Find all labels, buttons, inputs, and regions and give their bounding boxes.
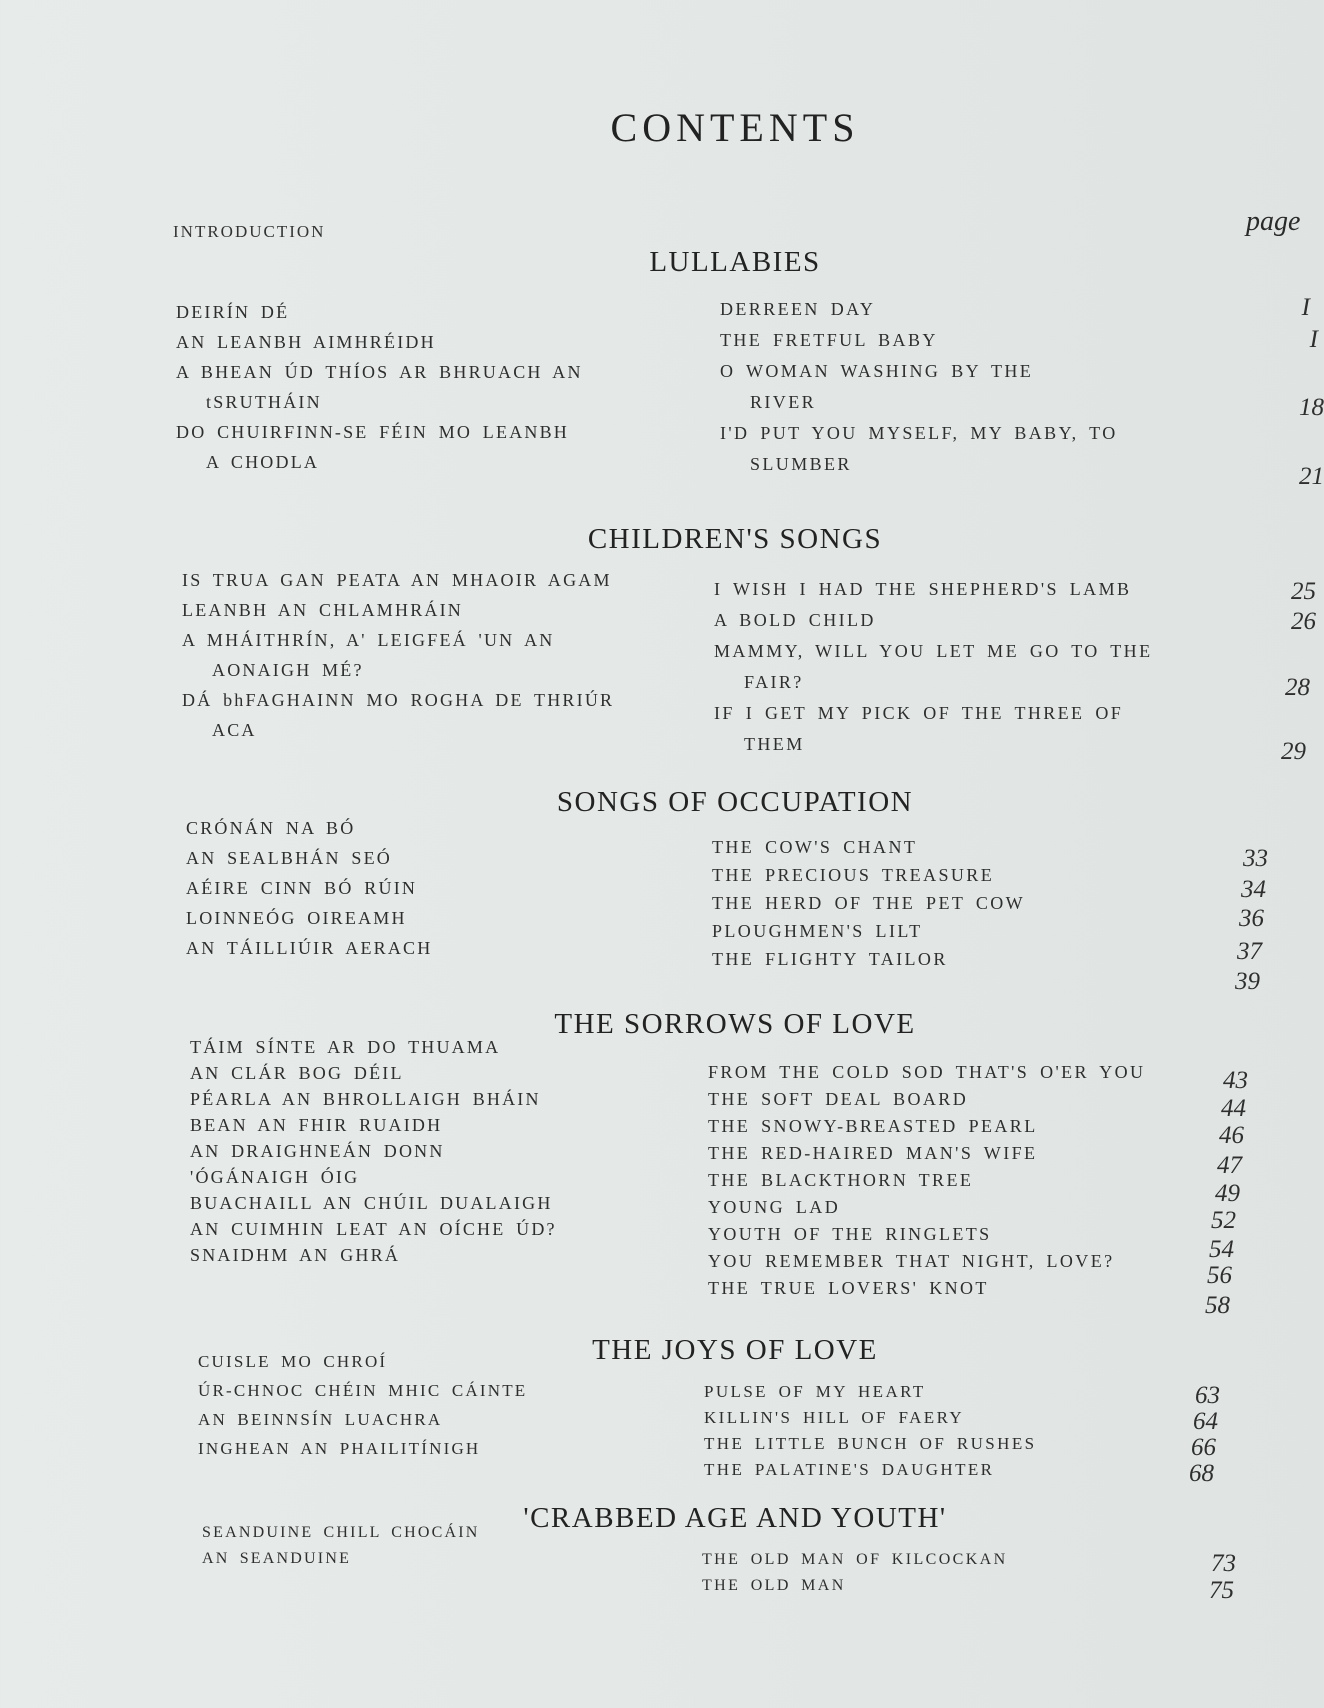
page-number: 39 bbox=[1235, 968, 1260, 995]
irish-title: TÁIM SÍNTE AR DO THUAMA bbox=[190, 1037, 501, 1057]
page-number: 34 bbox=[1241, 876, 1266, 903]
page-number: I bbox=[1301, 294, 1310, 321]
irish-title: AONAIGH MÉ? bbox=[212, 660, 364, 680]
irish-title: A MHÁITHRÍN, A' LEIGFEÁ 'UN AN bbox=[182, 630, 555, 650]
irish-title: BUACHAILL AN CHÚIL DUALAIGH bbox=[190, 1193, 553, 1213]
english-title: THE HERD OF THE PET COW bbox=[712, 893, 1026, 913]
page-number: 47 bbox=[1217, 1152, 1242, 1179]
page-number: 37 bbox=[1237, 938, 1262, 965]
irish-title: AN LEANBH AIMHRÉIDH bbox=[176, 332, 436, 352]
section-joys-english bbox=[704, 1379, 1036, 1483]
english-title: A BOLD CHILD bbox=[714, 610, 876, 630]
section-occupation-english bbox=[712, 833, 1025, 973]
irish-title: DO CHUIRFINN-SE FÉIN MO LEANBH bbox=[176, 422, 570, 442]
english-title: O WOMAN WASHING BY THE bbox=[720, 361, 1034, 381]
english-title: I WISH I HAD THE SHEPHERD'S LAMB bbox=[714, 579, 1132, 599]
english-title: PULSE OF MY HEART bbox=[704, 1382, 926, 1401]
page-number: 49 bbox=[1215, 1180, 1240, 1207]
page-number: 64 bbox=[1193, 1408, 1218, 1435]
section-heading-crabbed-age-and-youth: 'CRABBED AGE AND YOUTH' bbox=[523, 1502, 947, 1534]
section-heading-childrens-songs: CHILDREN'S SONGS bbox=[587, 523, 883, 555]
page-number: 26 bbox=[1291, 608, 1316, 635]
irish-title: A BHEAN ÚD THÍOS AR BHRUACH AN bbox=[176, 362, 583, 382]
section-heading-joys-of-love: THE JOYS OF LOVE bbox=[592, 1334, 878, 1366]
section-sorrows-english bbox=[708, 1059, 1145, 1302]
irish-title: AN SEALBHÁN SEÓ bbox=[186, 848, 393, 868]
page-number: 36 bbox=[1239, 905, 1264, 932]
page-number: 18 bbox=[1299, 394, 1324, 421]
english-title: DERREEN DAY bbox=[720, 299, 876, 319]
irish-title: CUISLE MO CHROÍ bbox=[198, 1352, 388, 1371]
english-title: THE TRUE LOVERS' KNOT bbox=[708, 1278, 989, 1298]
irish-title: SEANDUINE CHILL CHOCÁIN bbox=[202, 1524, 480, 1541]
english-title: THE COW'S CHANT bbox=[712, 837, 918, 857]
irish-title: ÚR-CHNOC CHÉIN MHIC CÁINTE bbox=[198, 1381, 528, 1400]
section-childrens-irish bbox=[182, 565, 614, 745]
page-number: 66 bbox=[1191, 1434, 1216, 1461]
irish-title: A CHODLA bbox=[206, 452, 320, 472]
english-title: THE BLACKTHORN TREE bbox=[708, 1170, 974, 1190]
page-number: 63 bbox=[1195, 1382, 1220, 1409]
page-number: 54 bbox=[1209, 1236, 1234, 1263]
irish-title: IS TRUA GAN PEATA AN MHAOIR AGAM bbox=[182, 570, 612, 590]
irish-title: AÉIRE CINN BÓ RÚIN bbox=[186, 878, 418, 898]
section-lullabies-english bbox=[720, 294, 1118, 480]
page-number: 21 bbox=[1299, 463, 1324, 490]
english-title: SLUMBER bbox=[750, 454, 852, 474]
irish-title: AN SEANDUINE bbox=[202, 1550, 352, 1567]
english-title: FROM THE COLD SOD THAT'S O'ER YOU bbox=[708, 1062, 1146, 1082]
page-number: 46 bbox=[1219, 1122, 1244, 1149]
irish-title: AN TÁILLIÚIR AERACH bbox=[186, 938, 433, 958]
english-title: THE OLD MAN OF KILCOCKAN bbox=[702, 1551, 1008, 1568]
page-number: 73 bbox=[1211, 1550, 1236, 1577]
page-number: 56 bbox=[1207, 1262, 1232, 1289]
page-number: 33 bbox=[1243, 845, 1268, 872]
section-crabbed-english bbox=[702, 1547, 1008, 1599]
section-occupation-irish bbox=[186, 813, 432, 963]
english-title: THE SOFT DEAL BOARD bbox=[708, 1089, 969, 1109]
english-title: PLOUGHMEN'S LILT bbox=[712, 921, 923, 941]
page-number: 52 bbox=[1211, 1207, 1236, 1234]
irish-title: ACA bbox=[212, 720, 257, 740]
english-title: YOUTH OF THE RINGLETS bbox=[708, 1224, 992, 1244]
english-title: THE PRECIOUS TREASURE bbox=[712, 865, 995, 885]
irish-title: AN BEINNSÍN LUACHRA bbox=[198, 1410, 443, 1429]
section-joys-irish bbox=[198, 1347, 527, 1463]
english-title: THE LITTLE BUNCH OF RUSHES bbox=[704, 1434, 1037, 1453]
english-title: THE FLIGHTY TAILOR bbox=[712, 949, 948, 969]
english-title: THE FRETFUL BABY bbox=[720, 330, 938, 350]
english-title: I'D PUT YOU MYSELF, MY BABY, TO bbox=[720, 423, 1118, 443]
english-title: YOUNG LAD bbox=[708, 1197, 841, 1217]
irish-title: AN CUIMHIN LEAT AN OÍCHE ÚD? bbox=[190, 1219, 557, 1239]
page-number: 28 bbox=[1285, 674, 1310, 701]
section-crabbed-irish bbox=[202, 1520, 480, 1572]
english-title: KILLIN'S HILL OF FAERY bbox=[704, 1408, 965, 1427]
page-number: 44 bbox=[1221, 1095, 1246, 1122]
english-title: MAMMY, WILL YOU LET ME GO TO THE bbox=[714, 641, 1153, 661]
english-title: YOU REMEMBER THAT NIGHT, LOVE? bbox=[708, 1251, 1115, 1271]
irish-title: LOINNEÓG OIREAMH bbox=[186, 908, 407, 928]
english-title: IF I GET MY PICK OF THE THREE OF bbox=[714, 703, 1124, 723]
irish-title: INGHEAN AN PHAILITÍNIGH bbox=[198, 1439, 481, 1458]
english-title: RIVER bbox=[750, 392, 816, 412]
english-title: THE RED-HAIRED MAN'S WIFE bbox=[708, 1143, 1038, 1163]
english-title: FAIR? bbox=[744, 672, 804, 692]
introduction-entry: INTRODUCTION bbox=[173, 222, 326, 241]
irish-title: PÉARLA AN BHROLLAIGH BHÁIN bbox=[190, 1089, 541, 1109]
page-number: 29 bbox=[1281, 738, 1306, 765]
page-number: 68 bbox=[1189, 1460, 1214, 1487]
english-title: THEM bbox=[744, 734, 805, 754]
irish-title: tSRUTHÁIN bbox=[206, 392, 322, 412]
irish-title: SNAIDHM AN GHRÁ bbox=[190, 1245, 401, 1265]
irish-title: DÁ bhFAGHAINN MO ROGHA DE THRIÚR bbox=[182, 690, 615, 710]
page-number: I bbox=[1309, 326, 1318, 353]
page-column-label: page bbox=[1246, 206, 1301, 237]
page-number: 75 bbox=[1209, 1577, 1234, 1604]
irish-title: 'ÓGÁNAIGH ÓIG bbox=[190, 1167, 360, 1187]
section-heading-songs-of-occupation: SONGS OF OCCUPATION bbox=[556, 786, 914, 818]
section-sorrows-irish bbox=[190, 1034, 557, 1268]
page-number: 43 bbox=[1223, 1067, 1248, 1094]
page-number: 25 bbox=[1291, 578, 1316, 605]
section-lullabies-irish bbox=[176, 297, 583, 477]
english-title: THE SNOWY-BREASTED PEARL bbox=[708, 1116, 1038, 1136]
page-title: CONTENTS bbox=[610, 105, 860, 150]
section-heading-lullabies: LULLABIES bbox=[649, 246, 821, 278]
english-title: THE PALATINE'S DAUGHTER bbox=[704, 1460, 995, 1479]
irish-title: AN DRAIGHNEÁN DONN bbox=[190, 1141, 445, 1161]
english-title: THE OLD MAN bbox=[702, 1577, 846, 1594]
irish-title: BEAN AN FHIR RUAIDH bbox=[190, 1115, 443, 1135]
irish-title: AN CLÁR BOG DÉIL bbox=[190, 1063, 404, 1083]
page-number: 58 bbox=[1205, 1292, 1230, 1319]
irish-title: CRÓNÁN NA BÓ bbox=[186, 818, 356, 838]
irish-title: DEIRÍN DÉ bbox=[176, 302, 290, 322]
irish-title: LEANBH AN CHLAMHRÁIN bbox=[182, 600, 463, 620]
section-childrens-english bbox=[714, 574, 1152, 760]
section-heading-sorrows-of-love: THE SORROWS OF LOVE bbox=[554, 1008, 916, 1040]
